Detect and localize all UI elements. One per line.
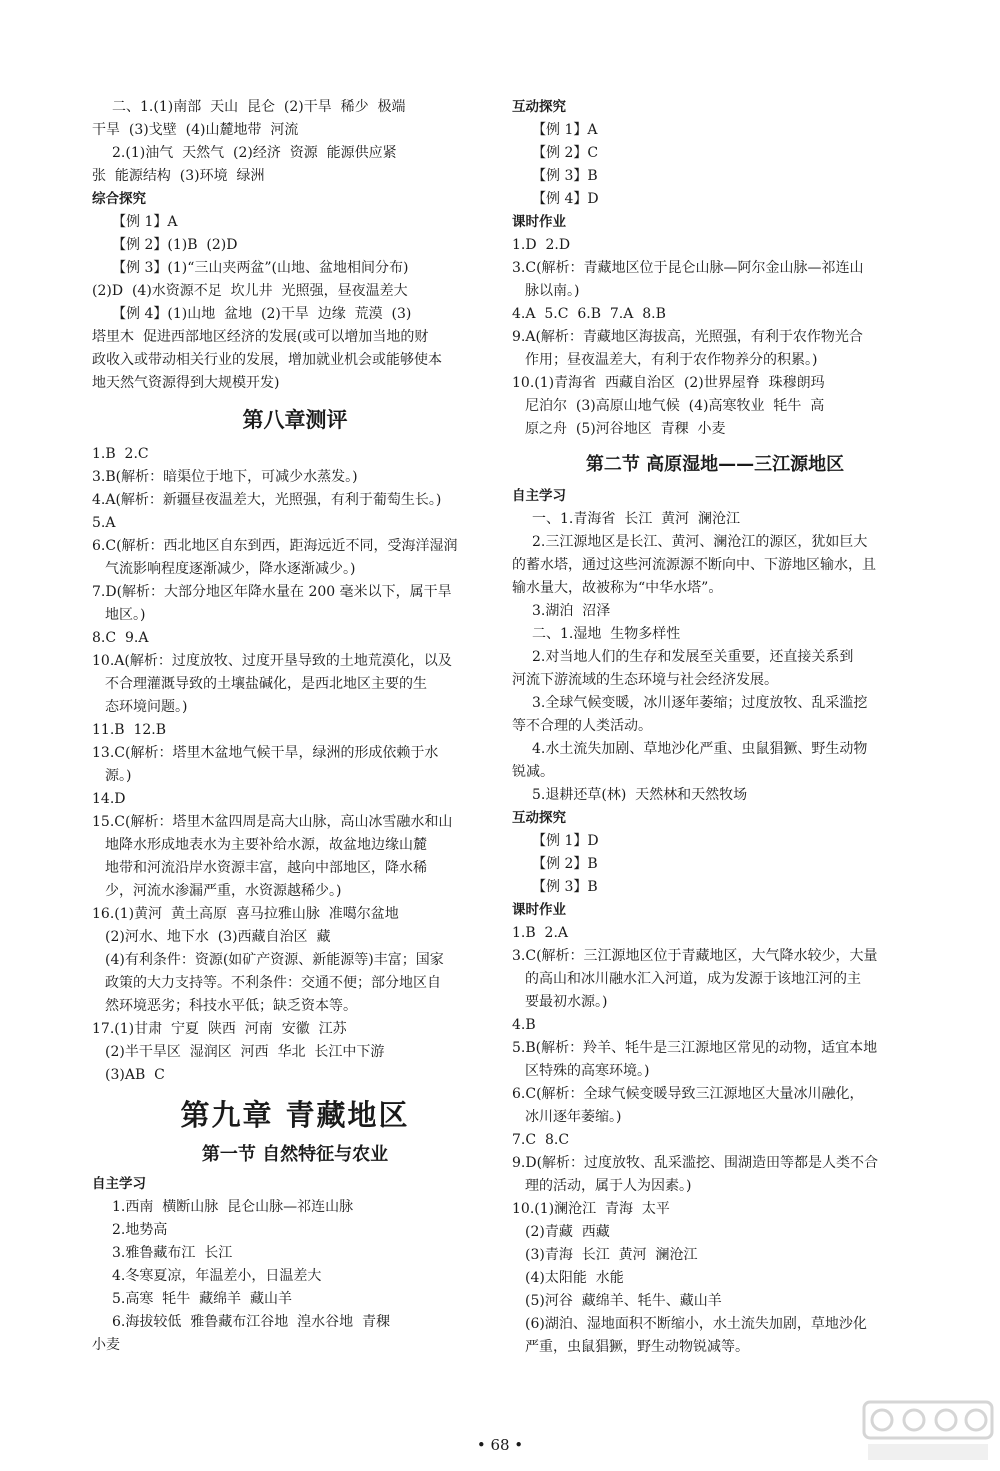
answer-line: 2.三江源地区是长江、黄河、澜沧江的源区，犹如巨大 (532, 534, 868, 550)
answer-line: 11.B 12.B (92, 722, 167, 738)
answer-line: 【例 1】A (532, 122, 598, 138)
section-heading: 综合探究 (92, 191, 146, 207)
answers-block-section1 (92, 1173, 498, 1357)
answers-block-chapter8-test (92, 443, 498, 1087)
answer-line: 7.C 8.C (512, 1132, 570, 1148)
answer-line: 输水量大，故被称为“中华水塔”。 (512, 580, 723, 596)
answer-line: 冰川逐年萎缩。) (525, 1109, 622, 1125)
answer-line: 要最初水源。) (525, 994, 608, 1010)
answer-line: 5.退耕还草(林) 天然林和天然牧场 (532, 787, 748, 803)
answer-line: 13.C(解析：塔里木盆地气候干旱，绿洲的形成依赖于水 (92, 745, 439, 761)
section-heading: 自主学习 (92, 1176, 146, 1192)
answer-line: 【例 3】B (532, 168, 598, 184)
answer-line: 3.雅鲁藏布江 长江 (112, 1245, 233, 1261)
answers-block-section2 (512, 485, 918, 1359)
answer-line: (3)AB C (105, 1067, 165, 1083)
answer-line: 3.C(解析：青藏地区位于昆仑山脉—阿尔金山脉—祁连山 (512, 260, 864, 276)
answer-line: 小麦 (92, 1337, 120, 1353)
left-column (92, 96, 498, 1357)
answer-line: 4.A 5.C 6.B 7.A 8.B (512, 306, 666, 322)
answer-line: 张 能源结构 (3)环境 绿洲 (92, 168, 265, 184)
answer-line: 尼泊尔 (3)高原山地气候 (4)高寒牧业 牦牛 高 (525, 398, 825, 414)
answer-line: 【例 4】D (532, 191, 599, 207)
answer-line: 少，河流水渗漏严重，水资源越稀少。) (105, 883, 342, 899)
chapter9-title: 第九章 青藏地区 (180, 1098, 410, 1132)
answer-line: 【例 4】(1)山地 盆地 (2)干旱 边缘 荒漠 (3) (112, 306, 412, 322)
section-heading: 课时作业 (512, 902, 566, 918)
answer-line: 等不合理的人类活动。 (512, 718, 652, 734)
answer-line: 气流影响程度逐渐减少，降水逐渐减少。) (105, 561, 356, 577)
answer-line: 原之舟 (5)河谷地区 青稞 小麦 (525, 421, 726, 437)
answer-line: 14.D (92, 791, 126, 807)
answer-line: 5.B(解析：羚羊、牦牛是三江源地区常见的动物，适宜本地 (512, 1040, 878, 1056)
answer-line: 【例 2】C (532, 145, 599, 161)
answer-line: 地区。) (105, 607, 146, 623)
answer-line: 的高山和冰川融水汇入河道，成为发源于该地江河的主 (525, 971, 861, 987)
answer-line: 15.C(解析：塔里木盆四周是高大山脉，高山冰雪融水和山 (92, 814, 453, 830)
answer-line: 5.高寒 牦牛 藏绵羊 藏山羊 (112, 1291, 293, 1307)
answer-line: (3)青海 长江 黄河 澜沧江 (525, 1247, 698, 1263)
answer-line: (2)河水、地下水 (3)西藏自治区 藏 (105, 929, 331, 945)
answers-block-chapter8-end (92, 96, 498, 395)
answer-line: (2)D (4)水资源不足 坎儿井 光照强，昼夜温差大 (92, 283, 408, 299)
section1-title: 第一节 自然特征与农业 (201, 1144, 389, 1165)
section2-title: 第二节 高原湿地——三江源地区 (585, 454, 845, 475)
answer-line: 16.(1)黄河 黄土高原 喜马拉雅山脉 准噶尔盆地 (92, 906, 399, 922)
answer-line: 2.对当地人们的生存和发展至关重要，还直接关系到 (532, 649, 854, 665)
answer-line: 的蓄水塔，通过这些河流源源不断向中、下游地区输水，且 (512, 557, 876, 573)
answer-line: 4.A(解析：新疆昼夜温差大，光照强，有利于葡萄生长。) (92, 492, 442, 508)
page-number: • 68 • (476, 1436, 524, 1454)
answer-line: 【例 2】(1)B (2)D (112, 237, 238, 253)
answer-line: 17.(1)甘肃 宁夏 陕西 河南 安徽 江苏 (92, 1021, 347, 1037)
answer-line: 【例 1】D (532, 833, 599, 849)
answer-line: 【例 3】(1)“三山夹两盆”(山地、盆地相间分布) (112, 260, 409, 276)
answer-line: 地带和河流沿岸水资源丰富，越向中部地区，降水稀 (105, 860, 427, 876)
answer-line: 1.D 2.D (512, 237, 571, 253)
answer-line: 然环境恶劣；科技水平低；缺乏资本等。 (105, 998, 357, 1014)
answer-line: 4.B (512, 1017, 536, 1033)
answer-line: (2)半干旱区 湿润区 河西 华北 长江中下游 (105, 1044, 385, 1060)
answer-line: 锐减。 (512, 764, 554, 780)
answer-line: 严重，虫鼠猖獗，野生动物锐减等。 (525, 1339, 749, 1355)
answer-line: 6.C(解析：西北地区自东到西，距海远近不同，受海洋湿润 (92, 538, 458, 554)
answer-line: 地天然气资源得到大规模开发) (92, 375, 280, 391)
answer-line: (4)有利条件：资源(如矿产资源、新能源等)丰富；国家 (105, 952, 444, 968)
answer-line: 6.C(解析：全球气候变暖导致三江源地区大量冰川融化， (512, 1086, 864, 1102)
answer-line: 干旱 (3)戈壁 (4)山麓地带 河流 (92, 122, 299, 138)
answer-line: 作用；昼夜温差大，有利于农作物养分的积累。) (525, 352, 818, 368)
answers-block-section1-cont (512, 96, 918, 441)
answer-line: 1.西南 横断山脉 昆仑山脉—祁连山脉 (112, 1199, 354, 1215)
answer-line: 8.C 9.A (92, 630, 149, 646)
answer-line: 二、1.(1)南部 天山 昆仑 (2)干旱 稀少 极端 (112, 99, 406, 115)
watermark-logo-icon (862, 1400, 994, 1464)
answer-line: 【例 3】B (532, 879, 598, 895)
answer-line: 二、1.湿地 生物多样性 (532, 626, 681, 642)
answer-line: 3.B(解析：暗渠位于地下，可减少水蒸发。) (92, 469, 358, 485)
answer-line: 【例 2】B (532, 856, 598, 872)
answer-line: 河流下游流域的生态环境与社会经济发展。 (512, 672, 778, 688)
answer-line: 态环境问题。) (105, 699, 188, 715)
answer-line: (4)太阳能 水能 (525, 1270, 624, 1286)
section-heading: 互动探究 (512, 99, 566, 115)
answer-line: 9.A(解析：青藏地区海拔高，光照强，有利于农作物光合 (512, 329, 863, 345)
section-heading: 自主学习 (512, 488, 566, 504)
answer-line: 3.C(解析：三江源地区位于青藏地区，大气降水较少，大量 (512, 948, 878, 964)
answer-line: 政策的大力支持等。不利条件：交通不便；部分地区自 (105, 975, 441, 991)
answer-line: 5.A (92, 515, 116, 531)
answer-line: 脉以南。) (525, 283, 580, 299)
answer-line: 1.B 2.C (92, 446, 149, 462)
answer-line: (6)湖泊、湿地面积不断缩小，水土流失加剧，草地沙化 (525, 1316, 867, 1332)
answer-line: 6.海拔较低 雅鲁藏布江谷地 湟水谷地 青稞 (112, 1314, 391, 1330)
answer-line: 理的活动，属于人为因素。) (525, 1178, 692, 1194)
answer-line: 一、1.青海省 长江 黄河 澜沧江 (532, 511, 741, 527)
answer-line: (5)河谷 藏绵羊、牦牛、藏山羊 (525, 1293, 722, 1309)
answer-line: 不合理灌溉导致的土壤盐碱化，是西北地区主要的生 (105, 676, 427, 692)
answer-line: 4.冬寒夏凉，年温差小，日温差大 (112, 1268, 322, 1284)
section-heading: 互动探究 (512, 810, 566, 826)
answer-line: 区特殊的高寒环境。) (525, 1063, 650, 1079)
answer-line: 9.D(解析：过度放牧、乱采滥挖、围湖造田等都是人类不合 (512, 1155, 879, 1171)
answer-line: 2.(1)油气 天然气 (2)经济 资源 能源供应紧 (112, 145, 397, 161)
answer-line: 政收入或带动相关行业的发展，增加就业机会或能够使本 (92, 352, 442, 368)
answer-line: 10.A(解析：过度放牧、过度开垦导致的土地荒漠化，以及 (92, 653, 452, 669)
answer-line: (2)青藏 西藏 (525, 1224, 610, 1240)
section-heading: 课时作业 (512, 214, 566, 230)
answer-line: 10.(1)澜沧江 青海 太平 (512, 1201, 670, 1217)
chapter8-test-title: 第八章测评 (242, 408, 348, 432)
answer-line: 【例 1】A (112, 214, 178, 230)
answer-line: 塔里木 促进西部地区经济的发展(或可以增加当地的财 (92, 329, 429, 345)
answer-line: 3.全球气候变暖，冰川逐年萎缩；过度放牧、乱采滥挖 (532, 695, 868, 711)
answer-line: 2.地势高 (112, 1222, 168, 1238)
answer-line: 10.(1)青海省 西藏自治区 (2)世界屋脊 珠穆朗玛 (512, 375, 825, 391)
answer-line: 源。) (105, 768, 132, 784)
answer-line: 地降水形成地表水为主要补给水源，故盆地边缘山麓 (105, 837, 427, 853)
right-column (512, 96, 918, 1359)
answer-line: 3.湖泊 沼泽 (532, 603, 611, 619)
answer-line: 7.D(解析：大部分地区年降水量在 200 毫米以下，属干旱 (92, 584, 452, 600)
answer-line: 4.水土流失加剧、草地沙化严重、虫鼠猖獗、野生动物 (532, 741, 868, 757)
answer-line: 1.B 2.A (512, 925, 569, 941)
